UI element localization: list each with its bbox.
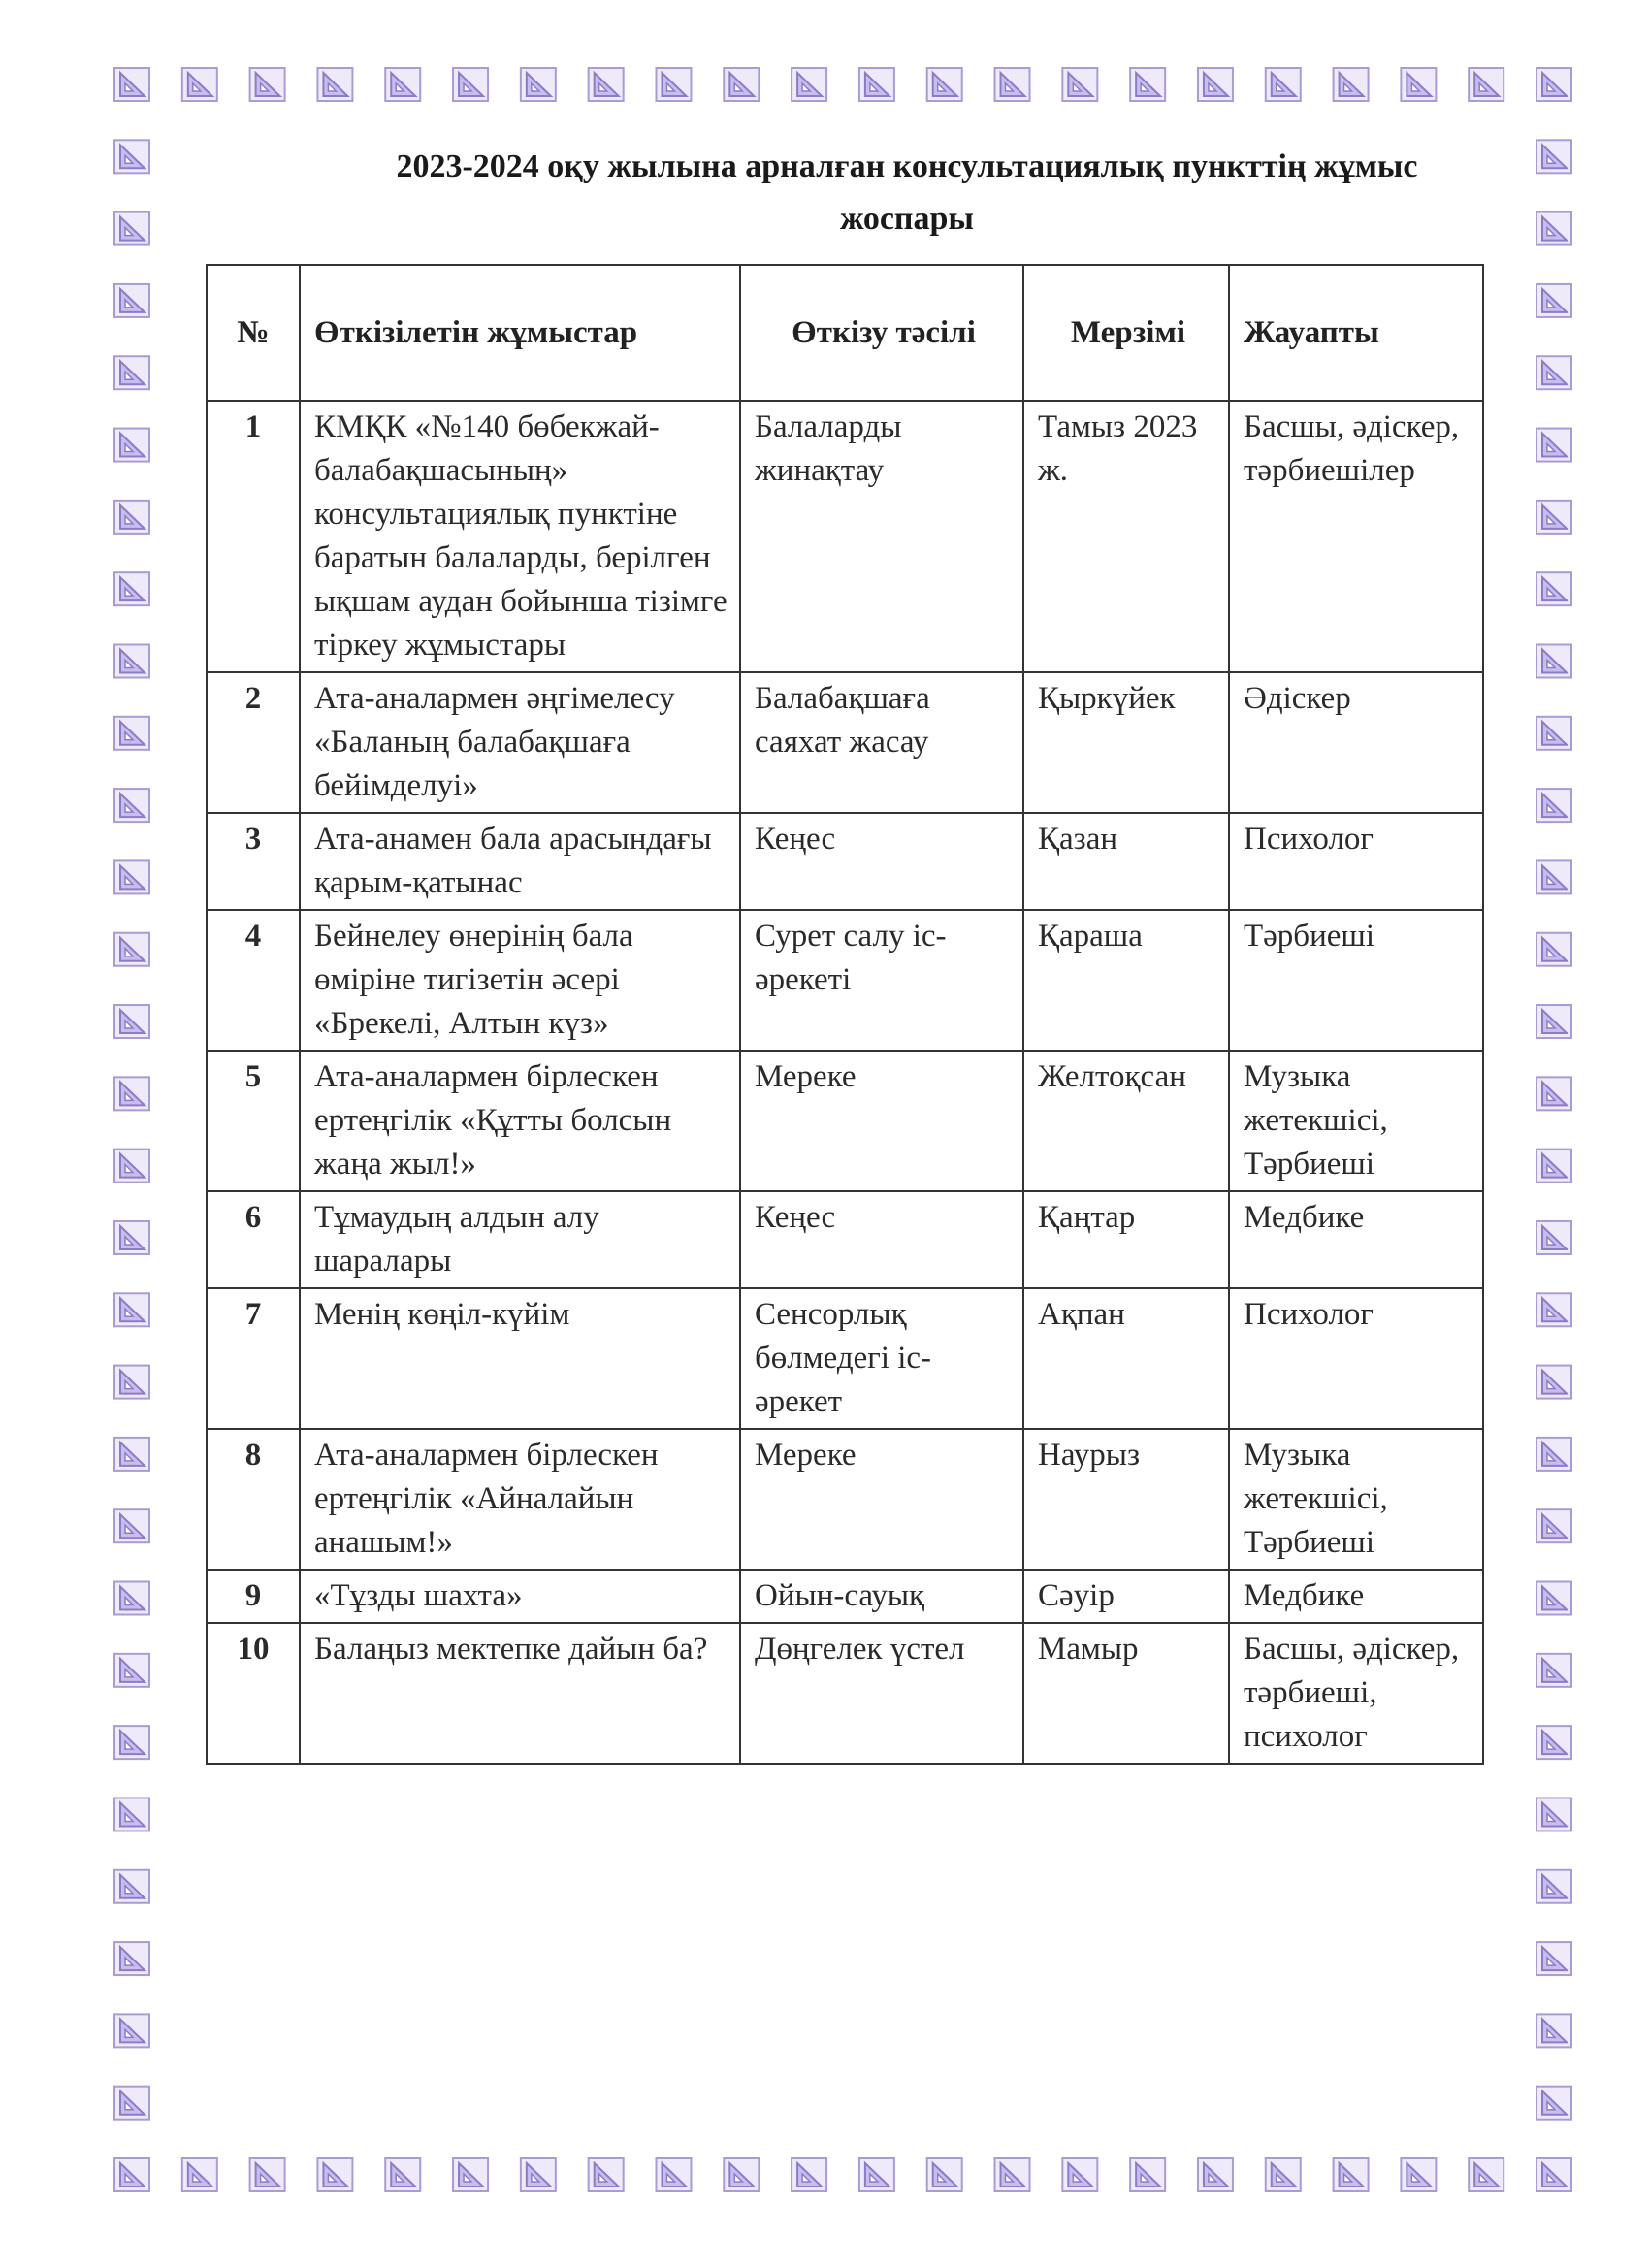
cell-work: Балаңыз мектепке дайын ба? <box>300 1623 740 1764</box>
triangle-ruler-icon <box>1536 429 1571 462</box>
header-date: Мерзімі <box>1023 265 1229 401</box>
triangle-ruler-icon <box>114 1221 149 1254</box>
cell-work: Ата-аналармен әңгімелесу «Баланың балабақшаға бейімделуі» <box>300 672 740 813</box>
triangle-ruler-icon <box>182 68 217 101</box>
cell-method: Балаларды жинақтау <box>740 401 1023 672</box>
triangle-ruler-icon <box>114 1150 149 1183</box>
cell-work: Тұмаудың алдын алу шаралары <box>300 1191 740 1288</box>
triangle-ruler-icon <box>1536 1150 1571 1183</box>
triangle-ruler-icon <box>182 2158 217 2191</box>
triangle-ruler-icon <box>521 2158 556 2191</box>
triangle-ruler-icon <box>1536 2014 1571 2047</box>
title-line-1: 2023-2024 оқу жылына арналған консультациялық пункттің жұмыс <box>396 148 1418 184</box>
cell-no: 10 <box>207 1623 300 1764</box>
triangle-ruler-icon <box>1062 2158 1097 2191</box>
triangle-ruler-icon <box>656 2158 691 2191</box>
triangle-ruler-icon <box>114 501 149 534</box>
header-responsible: Жауапты <box>1229 265 1483 401</box>
table-row <box>207 1570 1483 1623</box>
cell-no: 2 <box>207 672 300 813</box>
triangle-ruler-icon <box>114 1726 149 1759</box>
cell-work: Бейнелеу өнерінің бала өміріне тигізетін әсері «Брекелі, Алтын күз» <box>300 910 740 1051</box>
triangle-ruler-icon <box>114 1942 149 1975</box>
triangle-ruler-icon <box>1469 68 1504 101</box>
cell-responsible: Тәрбиеші <box>1229 910 1483 1051</box>
triangle-ruler-icon <box>1198 68 1233 101</box>
cell-date: Тамыз 2023 ж. <box>1023 401 1229 672</box>
cell-method: Кеңес <box>740 1191 1023 1288</box>
triangle-ruler-icon <box>1536 860 1571 893</box>
cell-method: Кеңес <box>740 813 1023 910</box>
triangle-ruler-icon <box>1401 2158 1436 2191</box>
triangle-ruler-icon <box>114 1366 149 1399</box>
triangle-ruler-icon <box>1536 1870 1571 1903</box>
triangle-ruler-icon <box>792 68 826 101</box>
header-work: Өткізілетін жұмыстар <box>300 265 740 401</box>
triangle-ruler-icon <box>589 68 624 101</box>
triangle-ruler-icon <box>1536 356 1571 389</box>
triangle-ruler-icon <box>453 2158 488 2191</box>
cell-date: Ақпан <box>1023 1288 1229 1429</box>
triangle-ruler-icon <box>317 2158 352 2191</box>
cell-work: КМҚК «№140 бөбекжай-балабақшасының» консультациялық пунктіне баратын балаларды, берілген ықшам аудан бойынша тізімге тіркеу жұмыстары <box>300 401 740 672</box>
triangle-ruler-icon <box>385 68 420 101</box>
triangle-ruler-icon <box>859 68 894 101</box>
triangle-ruler-icon <box>385 2158 420 2191</box>
cell-work: Менің көңіл-күйім <box>300 1288 740 1429</box>
cell-method: Сенсорлық бөлмедегі іс-әрекет <box>740 1288 1023 1429</box>
triangle-ruler-icon <box>927 68 962 101</box>
triangle-ruler-icon <box>724 2158 759 2191</box>
triangle-ruler-icon <box>1266 68 1301 101</box>
triangle-ruler-icon <box>1536 1798 1571 1831</box>
triangle-ruler-icon <box>114 1654 149 1687</box>
triangle-ruler-icon <box>1130 68 1165 101</box>
table-row <box>207 401 1483 672</box>
triangle-ruler-icon <box>1130 2158 1165 2191</box>
triangle-ruler-icon <box>114 1005 149 1038</box>
triangle-ruler-icon <box>114 429 149 462</box>
table-header-row <box>207 265 1483 401</box>
triangle-ruler-icon <box>250 68 285 101</box>
triangle-ruler-icon <box>114 789 149 822</box>
triangle-ruler-icon <box>114 1870 149 1903</box>
cell-responsible: Психолог <box>1229 813 1483 910</box>
cell-no: 6 <box>207 1191 300 1288</box>
cell-method: Мереке <box>740 1429 1023 1570</box>
table-row <box>207 672 1483 813</box>
cell-no: 1 <box>207 401 300 672</box>
cell-date: Қараша <box>1023 910 1229 1051</box>
triangle-ruler-icon <box>114 717 149 750</box>
cell-responsible: Музыка жетекшісі, Тәрбиеші <box>1229 1051 1483 1191</box>
triangle-ruler-icon <box>724 68 759 101</box>
cell-no: 7 <box>207 1288 300 1429</box>
cell-responsible: Басшы, әдіскер, тәрбиеші, психолог <box>1229 1623 1483 1764</box>
triangle-ruler-icon <box>1536 284 1571 317</box>
triangle-ruler-icon <box>1536 68 1571 101</box>
table-body <box>207 401 1483 1764</box>
triangle-ruler-icon <box>1266 2158 1301 2191</box>
triangle-ruler-icon <box>114 2087 149 2120</box>
triangle-ruler-icon <box>589 2158 624 2191</box>
title-line-2: жоспары <box>840 201 974 237</box>
triangle-ruler-icon <box>114 212 149 245</box>
triangle-ruler-icon <box>521 68 556 101</box>
cell-date: Қазан <box>1023 813 1229 910</box>
triangle-ruler-icon <box>1536 789 1571 822</box>
cell-no: 5 <box>207 1051 300 1191</box>
cell-date: Қаңтар <box>1023 1191 1229 1288</box>
cell-date: Сәуір <box>1023 1570 1229 1623</box>
triangle-ruler-icon <box>995 2158 1030 2191</box>
triangle-ruler-icon <box>114 284 149 317</box>
triangle-ruler-icon <box>927 2158 962 2191</box>
cell-method: Балабақшаға саяхат жасау <box>740 672 1023 813</box>
table-row <box>207 1191 1483 1288</box>
triangle-ruler-icon <box>114 572 149 605</box>
triangle-ruler-icon <box>114 1509 149 1542</box>
triangle-ruler-icon <box>1536 1438 1571 1471</box>
cell-method: Дөңгелек үстел <box>740 1623 1023 1764</box>
cell-date: Мамыр <box>1023 1623 1229 1764</box>
cell-responsible: Музыка жетекшісі, Тәрбиеші <box>1229 1429 1483 1570</box>
cell-method: Сурет салу іс-әрекеті <box>740 910 1023 1051</box>
triangle-ruler-icon <box>1536 2158 1571 2191</box>
triangle-ruler-icon <box>1334 68 1369 101</box>
triangle-ruler-icon <box>114 2158 149 2191</box>
triangle-ruler-icon <box>250 2158 285 2191</box>
cell-work: Ата-анамен бала арасындағы қарым-қатынас <box>300 813 740 910</box>
table-row <box>207 1051 1483 1191</box>
cell-method: Мереке <box>740 1051 1023 1191</box>
triangle-ruler-icon <box>1536 1509 1571 1542</box>
triangle-ruler-icon <box>453 68 488 101</box>
table-row <box>207 1288 1483 1429</box>
cell-responsible: Басшы, әдіскер, тәрбиешілер <box>1229 401 1483 672</box>
triangle-ruler-icon <box>1536 1726 1571 1759</box>
triangle-ruler-icon <box>1536 1366 1571 1399</box>
triangle-ruler-icon <box>1536 1582 1571 1615</box>
triangle-ruler-icon <box>114 356 149 389</box>
triangle-ruler-icon <box>114 644 149 677</box>
triangle-ruler-icon <box>859 2158 894 2191</box>
triangle-ruler-icon <box>1536 1005 1571 1038</box>
table-row <box>207 813 1483 910</box>
triangle-ruler-icon <box>1536 2087 1571 2120</box>
triangle-ruler-icon <box>317 68 352 101</box>
triangle-ruler-icon <box>1536 1293 1571 1326</box>
triangle-ruler-icon <box>114 1293 149 1326</box>
cell-date: Наурыз <box>1023 1429 1229 1570</box>
triangle-ruler-icon <box>1401 68 1436 101</box>
triangle-ruler-icon <box>114 2014 149 2047</box>
cell-no: 4 <box>207 910 300 1051</box>
cell-no: 8 <box>207 1429 300 1570</box>
triangle-ruler-icon <box>1334 2158 1369 2191</box>
triangle-ruler-icon <box>114 1438 149 1471</box>
cell-no: 9 <box>207 1570 300 1623</box>
work-plan-table <box>206 264 1484 1765</box>
triangle-ruler-icon <box>114 1077 149 1110</box>
triangle-ruler-icon <box>1536 644 1571 677</box>
triangle-ruler-icon <box>114 68 149 101</box>
cell-work: «Тұзды шахта» <box>300 1570 740 1623</box>
triangle-ruler-icon <box>995 68 1030 101</box>
cell-responsible: Психолог <box>1229 1288 1483 1429</box>
triangle-ruler-icon <box>114 933 149 966</box>
triangle-ruler-icon <box>114 860 149 893</box>
header-method: Өткізу тәсілі <box>740 265 1023 401</box>
triangle-ruler-icon <box>1536 933 1571 966</box>
header-no: № <box>207 265 300 401</box>
triangle-ruler-icon <box>1062 68 1097 101</box>
triangle-ruler-icon <box>114 1582 149 1615</box>
cell-work: Ата-аналармен бірлескен ертеңгілік «Құтты болсын жаңа жыл!» <box>300 1051 740 1191</box>
triangle-ruler-icon <box>1536 1942 1571 1975</box>
triangle-ruler-icon <box>1536 572 1571 605</box>
triangle-ruler-icon <box>1469 2158 1504 2191</box>
cell-responsible: Әдіскер <box>1229 672 1483 813</box>
cell-responsible: Медбике <box>1229 1570 1483 1623</box>
triangle-ruler-icon <box>1536 717 1571 750</box>
triangle-ruler-icon <box>1198 2158 1233 2191</box>
triangle-ruler-icon <box>656 68 691 101</box>
triangle-ruler-icon <box>1536 212 1571 245</box>
triangle-ruler-icon <box>1536 501 1571 534</box>
document-title <box>291 141 1523 245</box>
triangle-ruler-icon <box>114 1798 149 1831</box>
triangle-ruler-icon <box>1536 1077 1571 1110</box>
cell-date: Желтоқсан <box>1023 1051 1229 1191</box>
triangle-ruler-icon <box>1536 1654 1571 1687</box>
cell-no: 3 <box>207 813 300 910</box>
cell-work: Ата-аналармен бірлескен ертеңгілік «Айналайын анашым!» <box>300 1429 740 1570</box>
triangle-ruler-icon <box>1536 1221 1571 1254</box>
table-row <box>207 1429 1483 1570</box>
table-row <box>207 1623 1483 1764</box>
triangle-ruler-icon <box>792 2158 826 2191</box>
cell-responsible: Медбике <box>1229 1191 1483 1288</box>
triangle-ruler-icon <box>114 140 149 173</box>
triangle-ruler-icon <box>1536 140 1571 173</box>
cell-method: Ойын-сауық <box>740 1570 1023 1623</box>
cell-date: Қыркүйек <box>1023 672 1229 813</box>
table-row <box>207 910 1483 1051</box>
